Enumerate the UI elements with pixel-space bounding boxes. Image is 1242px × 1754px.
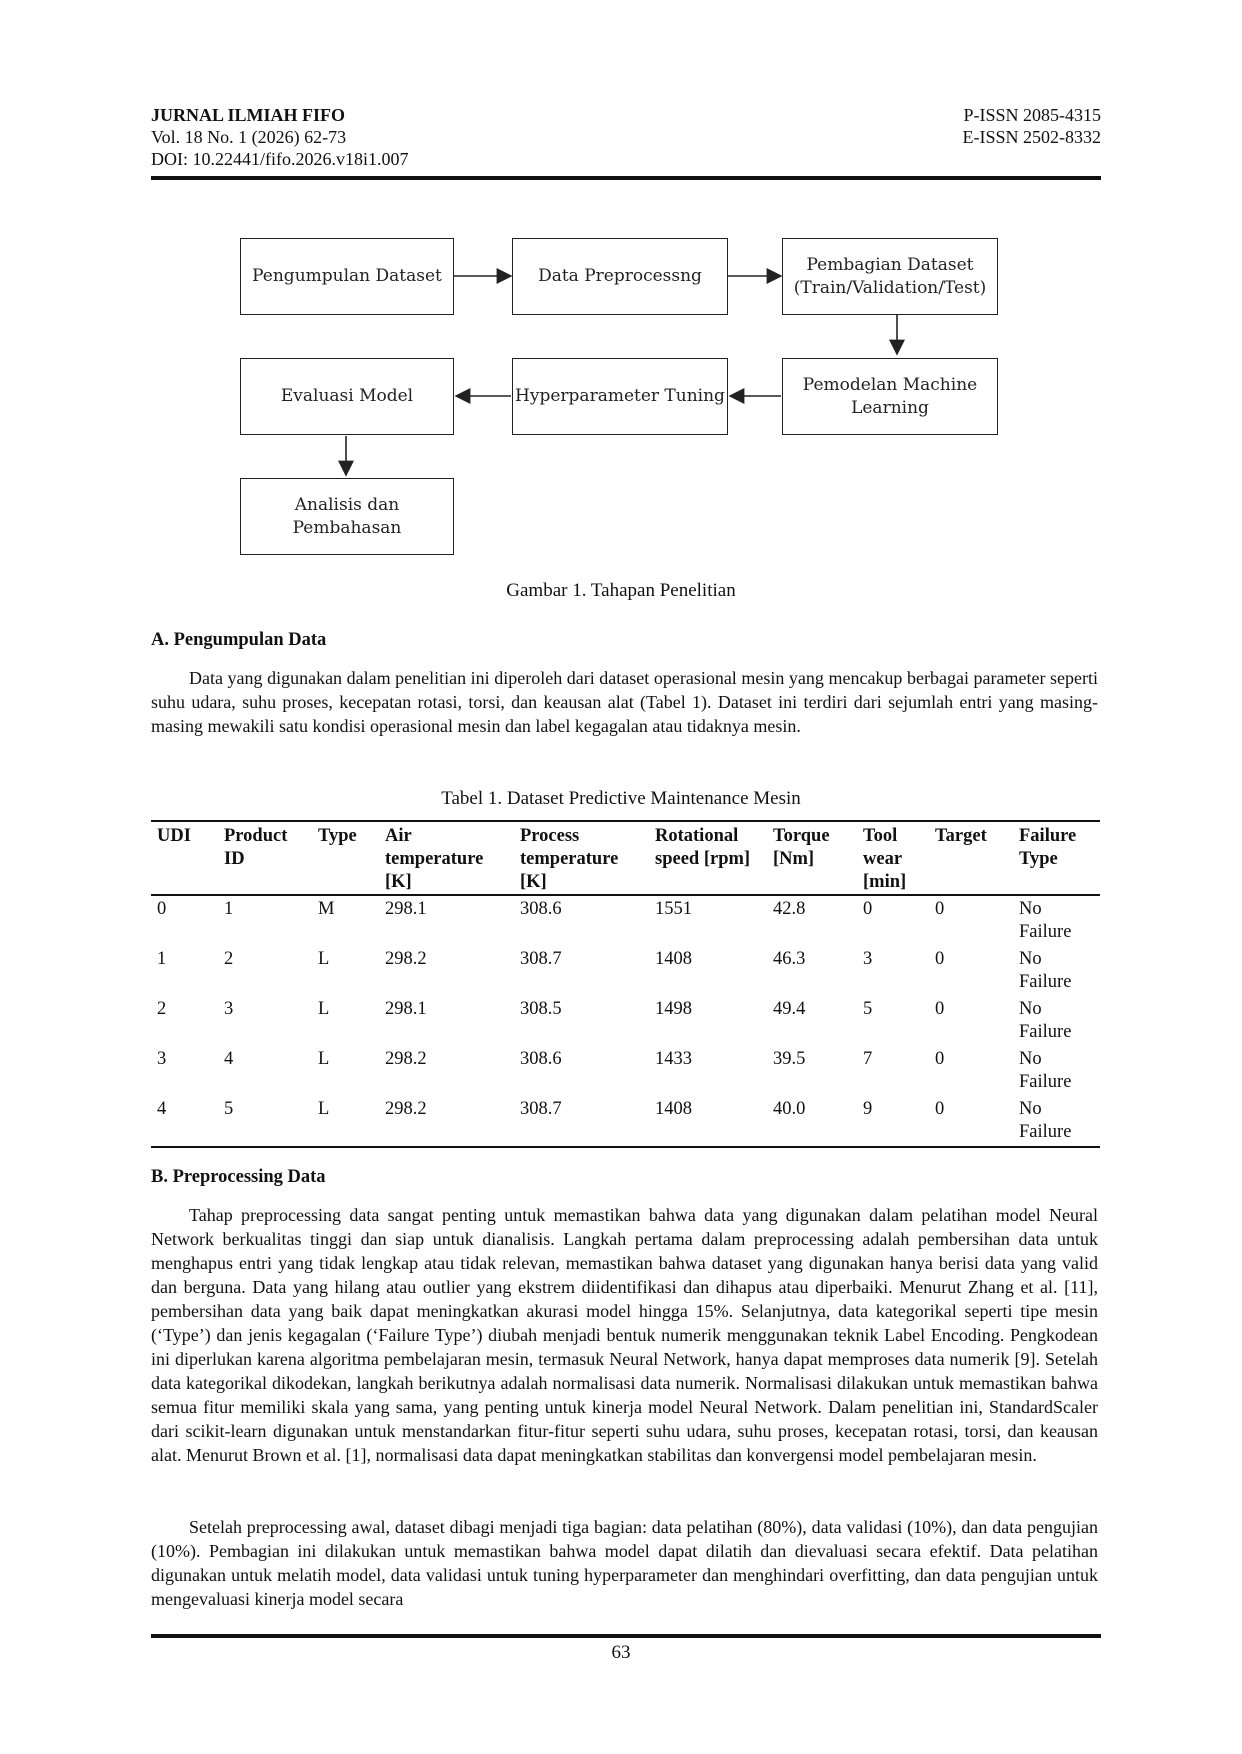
table-row — [151, 996, 1100, 1046]
table-cell: 298.2 — [385, 1049, 427, 1069]
flow-box-analisis-pembahasan: Analisis dan Pembahasan — [240, 478, 454, 555]
table-cell: 308.6 — [520, 1049, 562, 1069]
table-header-row — [151, 821, 1100, 895]
table-cell: 0 — [157, 899, 167, 919]
table-cell: 3 — [224, 999, 234, 1019]
table-row — [151, 1096, 1100, 1147]
section-b-paragraph-1: Tahap preprocessing data sangat penting untuk memastikan bahwa data yang digunakan dalam pelatihan model Neural Network berkualitas tinggi dan siap untuk dianalisis. Langkah pertama dalam preprocessing adalah pembersihan data untuk menghapus entri yang tidak lengkap atau tidak relevan, memastikan bahwa dataset yang digunakan hanya berisi data yang valid dan berguna. Data yang hilang atau outlier yang ekstrem diidentifikasi dan dihapus atau diperbaiki. Menurut Zhang et al. [11], pembersihan data yang baik dapat meningkatkan akurasi model hingga 15%. Selanjutnya, data kategorikal seperti tipe mesin (‘Type’) dan jenis kegagalan (‘Failure Type’) diubah menjadi bentuk numerik menggunakan teknik Label Encoding. Pengkodean ini diperlukan karena algoritma pembelajaran mesin, termasuk Neural Network, hanya dapat memproses data numerik [9]. Setelah data kategorikal dikodekan, langkah berikutnya adalah normalisasi data numerik. Normalisasi dilakukan untuk memastikan bahwa semua fitur memiliki skala yang sama, yang penting untuk kinerja model Neural Network. Dalam penelitian ini, StandardScaler dari scikit-learn digunakan untuk menstandarkan fitur-fitur seperti suhu udara, suhu proses, kecepatan rotasi, torsi, dan keausan alat. Menurut Brown et al. [1], normalisasi data dapat meningkatkan stabilitas dan konvergensi model pembelajaran mesin. — [151, 1205, 1098, 1465]
table-cell: 46.3 — [773, 949, 806, 969]
journal-header-right — [963, 104, 1102, 148]
flow-box-data-preprocessing: Data Preprocessng — [512, 238, 728, 315]
table-cell: 298.1 — [385, 999, 427, 1019]
table-cell: L — [318, 949, 330, 969]
section-b-paragraph-2: Setelah preprocessing awal, dataset dibagi menjadi tiga bagian: data pelatihan (80%), data validasi (10%), dan data pengujian (10%). Pembagian ini dilakukan untuk memastikan bahwa model dapat dilatih dan dievaluasi secara efektif. Data pelatihan digunakan untuk melatih model, data validasi untuk tuning hyperparameter dan menghindari overfitting, dan data pengujian untuk mengevaluasi kinerja model secara — [151, 1517, 1098, 1609]
flow-box-pemodelan-ml: Pemodelan Machine Learning — [782, 358, 998, 435]
table-cell: 1408 — [655, 949, 692, 969]
table-cell: No Failure — [1019, 999, 1072, 1042]
table-cell: 308.5 — [520, 999, 562, 1019]
col-header: Product ID — [224, 826, 288, 869]
figure-caption: Gambar 1. Tahapan Penelitian — [506, 580, 736, 601]
table-cell: 298.1 — [385, 899, 427, 919]
table-cell: 1 — [157, 949, 167, 969]
table-cell: 49.4 — [773, 999, 806, 1019]
table-cell: 9 — [863, 1099, 873, 1119]
footer-rule — [151, 1634, 1101, 1638]
table-cell: 0 — [935, 949, 945, 969]
table-cell: 308.6 — [520, 899, 562, 919]
dataset-table — [151, 820, 1100, 1148]
col-header: Process temperature [K] — [520, 826, 619, 892]
col-header: Torque [Nm] — [773, 826, 830, 869]
col-header: Air temperature [K] — [385, 826, 484, 892]
table-cell: 308.7 — [520, 1099, 562, 1119]
table-cell: 0 — [935, 899, 945, 919]
table-cell: 5 — [224, 1099, 234, 1119]
section-b-title: B. Preprocessing Data — [151, 1167, 326, 1187]
table-cell: 3 — [157, 1049, 167, 1069]
journal-volume: Vol. 18 No. 1 (2026) 62-73 — [151, 127, 347, 147]
table-cell: 1551 — [655, 899, 692, 919]
col-header: Rotational speed [rpm] — [655, 826, 751, 869]
table-cell: 42.8 — [773, 899, 806, 919]
col-header: Target — [935, 826, 987, 846]
table-cell: 0 — [935, 1049, 945, 1069]
table-cell: No Failure — [1019, 1049, 1072, 1092]
table-cell: No Failure — [1019, 1099, 1072, 1142]
col-header: UDI — [157, 826, 191, 846]
col-header: Tool wear [min] — [863, 826, 907, 892]
table-cell: 1 — [224, 899, 234, 919]
table-caption: Tabel 1. Dataset Predictive Maintenance Mesin — [441, 788, 801, 809]
flow-box-pembagian-dataset: Pembagian Dataset (Train/Validation/Test) — [782, 238, 998, 315]
header-rule — [151, 176, 1101, 180]
table-cell: 5 — [863, 999, 873, 1019]
table-cell: 1408 — [655, 1099, 692, 1119]
table-row — [151, 895, 1100, 946]
table-cell: No Failure — [1019, 949, 1072, 992]
p-issn: P-ISSN 2085-4315 — [963, 105, 1101, 125]
table-cell: L — [318, 999, 330, 1019]
journal-header-left — [151, 104, 408, 170]
col-header: Failure Type — [1019, 826, 1077, 869]
table-cell: 40.0 — [773, 1099, 806, 1119]
col-header: Type — [318, 826, 357, 846]
table-cell: 39.5 — [773, 1049, 806, 1069]
table-cell: 308.7 — [520, 949, 562, 969]
table-cell: 2 — [157, 999, 167, 1019]
flow-box-evaluasi-model: Evaluasi Model — [240, 358, 454, 435]
page-number: 63 — [611, 1642, 631, 1663]
table-row — [151, 946, 1100, 996]
table-cell: 0 — [935, 999, 945, 1019]
table-cell: 2 — [224, 949, 234, 969]
table-cell: M — [318, 899, 335, 919]
section-a-title: A. Pengumpulan Data — [151, 630, 327, 650]
table-cell: 0 — [863, 899, 873, 919]
flow-box-hyperparameter-tuning: Hyperparameter Tuning — [512, 358, 728, 435]
table-cell: 1433 — [655, 1049, 692, 1069]
table-cell: L — [318, 1099, 330, 1119]
flow-box-pengumpulan-dataset: Pengumpulan Dataset — [240, 238, 454, 315]
table-cell: L — [318, 1049, 330, 1069]
table-cell: 3 — [863, 949, 873, 969]
table-cell: 4 — [224, 1049, 234, 1069]
e-issn: E-ISSN 2502-8332 — [962, 127, 1101, 147]
table-cell: 298.2 — [385, 1099, 427, 1119]
table-cell: No Failure — [1019, 899, 1072, 942]
table-cell: 0 — [935, 1099, 945, 1119]
table-cell: 7 — [863, 1049, 873, 1069]
table-row — [151, 1046, 1100, 1096]
journal-doi: DOI: 10.22441/fifo.2026.v18i1.007 — [151, 149, 409, 169]
table-cell: 1498 — [655, 999, 692, 1019]
table-cell: 298.2 — [385, 949, 427, 969]
section-a-paragraph: Data yang digunakan dalam penelitian ini diperoleh dari dataset operasional mesin yang mencakup berbagai parameter seperti suhu udara, suhu proses, kecepatan rotasi, torsi, dan keausan alat (Tabel 1). Dataset ini terdiri dari sejumlah entri yang masing-masing mewakili satu kondisi operasional mesin dan label kegagalan atau tidaknya mesin. — [151, 668, 1098, 736]
journal-title: JURNAL ILMIAH FIFO — [151, 105, 346, 125]
table-cell: 4 — [157, 1099, 167, 1119]
